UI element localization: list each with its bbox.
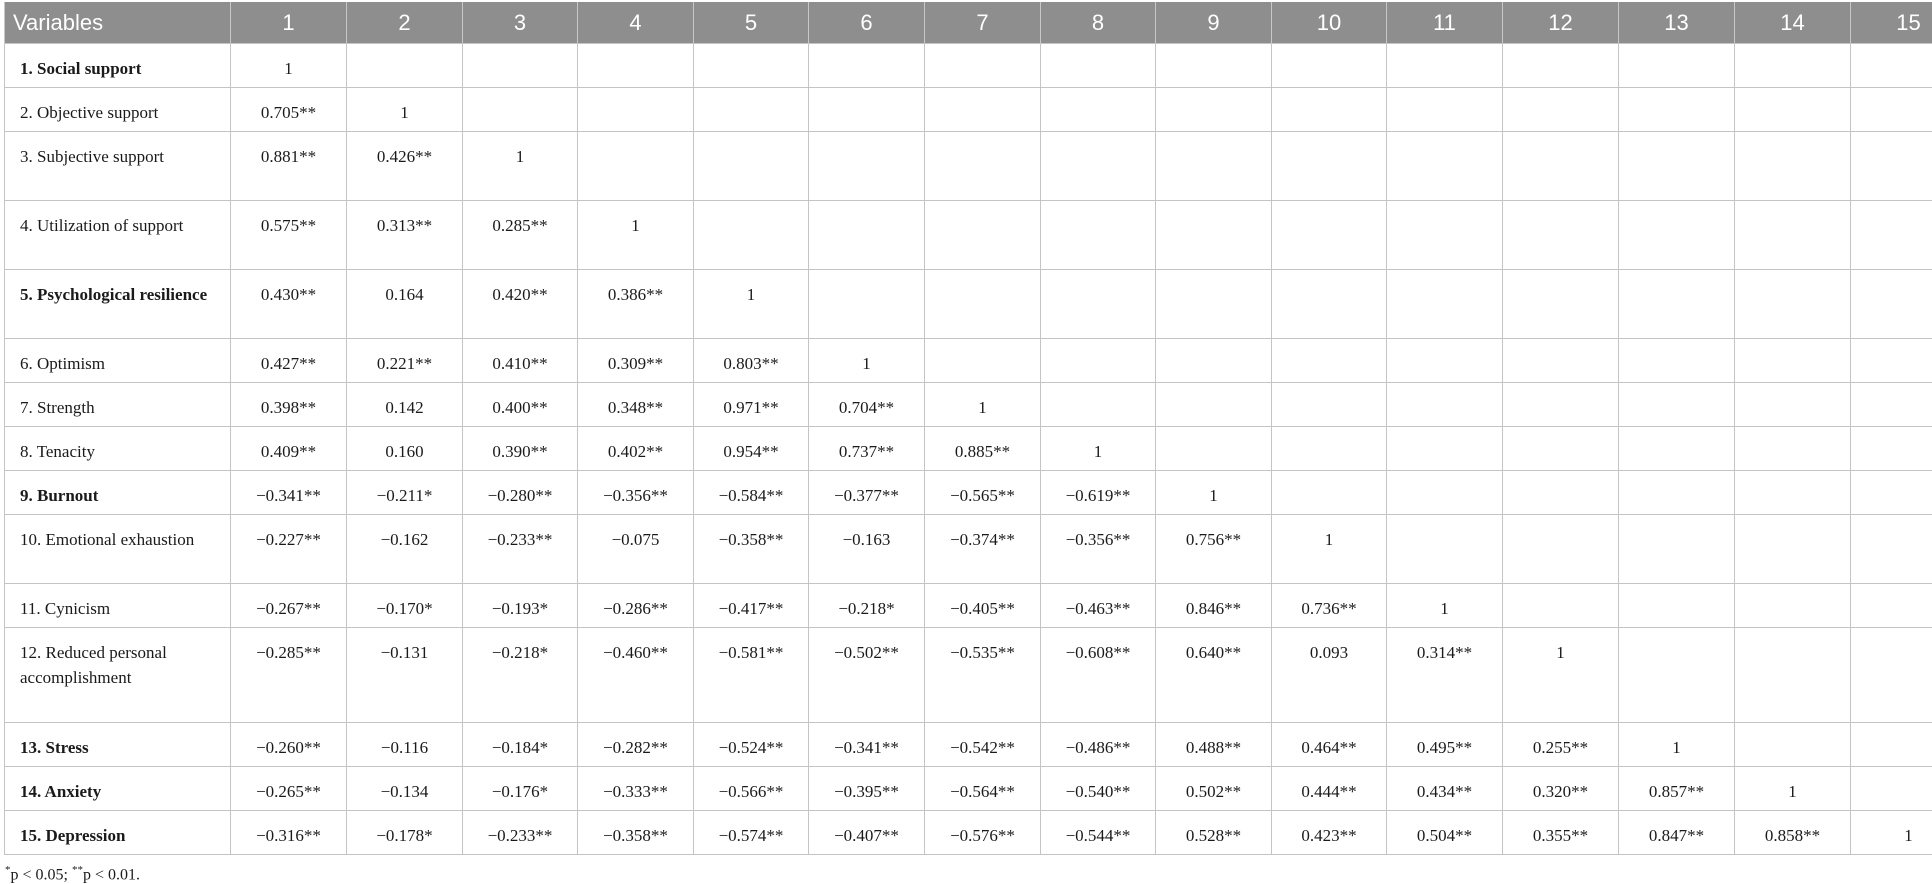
table-cell: −0.178*	[347, 811, 463, 855]
table-cell	[1503, 427, 1619, 471]
table-cell: 0.575**	[231, 201, 347, 270]
table-cell: −0.417**	[694, 584, 809, 628]
table-cell: −0.333**	[578, 767, 694, 811]
table-cell	[1851, 132, 1932, 201]
table-cell	[1735, 270, 1851, 339]
table-cell: −0.116	[347, 723, 463, 767]
table-cell	[1503, 44, 1619, 88]
table-cell: 0.309**	[578, 339, 694, 383]
table-cell: −0.184*	[463, 723, 578, 767]
table-cell: −0.564**	[925, 767, 1041, 811]
table-cell: 0.164	[347, 270, 463, 339]
table-cell	[1735, 723, 1851, 767]
table-cell	[694, 88, 809, 132]
header-col-5: 5	[694, 2, 809, 44]
table-cell	[1851, 723, 1932, 767]
table-cell	[1619, 383, 1735, 427]
table-cell	[1619, 339, 1735, 383]
table-cell: 1	[1503, 628, 1619, 723]
header-col-4: 4	[578, 2, 694, 44]
table-cell	[1851, 201, 1932, 270]
row-label: 12. Reduced personal accomplishment	[5, 628, 231, 723]
table-cell: 0.847**	[1619, 811, 1735, 855]
table-cell: −0.565**	[925, 471, 1041, 515]
table-cell: 1	[1156, 471, 1272, 515]
table-cell	[1387, 132, 1503, 201]
table-cell: 0.444**	[1272, 767, 1387, 811]
table-cell: 0.504**	[1387, 811, 1503, 855]
table-cell: −0.316**	[231, 811, 347, 855]
table-cell	[347, 44, 463, 88]
table-cell: 1	[1619, 723, 1735, 767]
table-cell: 0.736**	[1272, 584, 1387, 628]
table-cell	[1735, 132, 1851, 201]
table-cell	[1735, 628, 1851, 723]
table-cell: −0.374**	[925, 515, 1041, 584]
table-cell	[809, 270, 925, 339]
table-cell: 0.423**	[1272, 811, 1387, 855]
table-cell: 0.971**	[694, 383, 809, 427]
table-cell	[1851, 767, 1932, 811]
table-cell	[1272, 201, 1387, 270]
table-cell	[694, 132, 809, 201]
table-cell: 1	[694, 270, 809, 339]
table-cell	[1735, 201, 1851, 270]
table-cell: −0.233**	[463, 515, 578, 584]
table-cell: −0.486**	[1041, 723, 1156, 767]
table-cell: 0.313**	[347, 201, 463, 270]
table-cell	[1619, 132, 1735, 201]
table-cell: −0.280**	[463, 471, 578, 515]
table-cell	[1851, 427, 1932, 471]
table-cell	[1041, 270, 1156, 339]
table-cell: 0.386**	[578, 270, 694, 339]
table-cell	[809, 88, 925, 132]
table-cell	[1851, 584, 1932, 628]
table-cell: 0.881**	[231, 132, 347, 201]
table-row	[5, 628, 1932, 723]
table-cell: 1	[925, 383, 1041, 427]
table-cell	[1503, 584, 1619, 628]
table-cell: 0.885**	[925, 427, 1041, 471]
table-cell	[1619, 471, 1735, 515]
table-cell: −0.576**	[925, 811, 1041, 855]
table-cell: −0.260**	[231, 723, 347, 767]
table-cell: −0.170*	[347, 584, 463, 628]
table-cell	[1272, 88, 1387, 132]
table-cell: 0.314**	[1387, 628, 1503, 723]
table-row	[5, 515, 1932, 584]
header-col-14: 14	[1735, 2, 1851, 44]
table-row	[5, 427, 1932, 471]
table-cell: 0.420**	[463, 270, 578, 339]
table-cell	[578, 44, 694, 88]
correlation-table	[4, 2, 1932, 855]
table-cell	[1041, 339, 1156, 383]
row-label: 1. Social support	[5, 44, 231, 88]
table-cell: 0.803**	[694, 339, 809, 383]
table-cell: 0.495**	[1387, 723, 1503, 767]
table-cell: 0.756**	[1156, 515, 1272, 584]
table-row	[5, 723, 1932, 767]
row-label: 4. Utilization of support	[5, 201, 231, 270]
table-cell	[1851, 44, 1932, 88]
table-cell: −0.193*	[463, 584, 578, 628]
table-cell	[1735, 44, 1851, 88]
table-cell	[925, 132, 1041, 201]
table-cell: −0.131	[347, 628, 463, 723]
table-cell: 0.410**	[463, 339, 578, 383]
table-cell: −0.211*	[347, 471, 463, 515]
row-label: 2. Objective support	[5, 88, 231, 132]
table-cell: 1	[809, 339, 925, 383]
table-cell: −0.341**	[231, 471, 347, 515]
table-cell: −0.581**	[694, 628, 809, 723]
table-cell: 1	[1851, 811, 1932, 855]
table-cell	[1735, 339, 1851, 383]
table-cell	[809, 201, 925, 270]
table-cell: −0.377**	[809, 471, 925, 515]
table-cell: −0.544**	[1041, 811, 1156, 855]
table-cell	[925, 88, 1041, 132]
table-cell: 0.390**	[463, 427, 578, 471]
table-cell: −0.341**	[809, 723, 925, 767]
table-cell: 0.142	[347, 383, 463, 427]
table-cell	[1387, 515, 1503, 584]
table-cell: 0.704**	[809, 383, 925, 427]
table-cell: 0.430**	[231, 270, 347, 339]
table-cell: −0.285**	[231, 628, 347, 723]
table-cell	[1735, 88, 1851, 132]
table-cell	[1851, 471, 1932, 515]
table-cell: −0.584**	[694, 471, 809, 515]
table-footnote	[4, 864, 1930, 884]
table-cell: −0.176*	[463, 767, 578, 811]
table-cell: 0.846**	[1156, 584, 1272, 628]
table-cell	[1387, 44, 1503, 88]
table-cell	[1619, 427, 1735, 471]
table-cell	[1272, 383, 1387, 427]
table-cell	[1735, 584, 1851, 628]
table-cell: −0.075	[578, 515, 694, 584]
table-cell	[1503, 339, 1619, 383]
table-cell: −0.535**	[925, 628, 1041, 723]
table-cell	[1619, 628, 1735, 723]
table-cell: 0.640**	[1156, 628, 1272, 723]
table-cell	[1041, 132, 1156, 201]
table-cell	[463, 44, 578, 88]
table-cell	[925, 339, 1041, 383]
table-row	[5, 767, 1932, 811]
row-label: 14. Anxiety	[5, 767, 231, 811]
table-cell	[1156, 88, 1272, 132]
table-cell: −0.356**	[578, 471, 694, 515]
table-cell: −0.227**	[231, 515, 347, 584]
table-cell	[1387, 201, 1503, 270]
row-label: 5. Psychological resilience	[5, 270, 231, 339]
table-cell	[1619, 515, 1735, 584]
table-cell: 0.434**	[1387, 767, 1503, 811]
row-label: 8. Tenacity	[5, 427, 231, 471]
table-body	[5, 44, 1932, 855]
table-cell: 0.348**	[578, 383, 694, 427]
table-cell: 0.160	[347, 427, 463, 471]
table-cell: −0.218*	[463, 628, 578, 723]
table-cell	[463, 88, 578, 132]
table-cell	[925, 201, 1041, 270]
table-cell: 1	[463, 132, 578, 201]
table-cell: 1	[578, 201, 694, 270]
table-cell: 0.858**	[1735, 811, 1851, 855]
table-cell	[1503, 201, 1619, 270]
row-label: 6. Optimism	[5, 339, 231, 383]
table-header-row	[5, 2, 1932, 44]
table-row	[5, 584, 1932, 628]
table-cell: −0.502**	[809, 628, 925, 723]
header-col-9: 9	[1156, 2, 1272, 44]
row-label: 10. Emotional exhaustion	[5, 515, 231, 584]
table-cell	[1503, 270, 1619, 339]
table-cell	[1272, 44, 1387, 88]
table-cell: 0.502**	[1156, 767, 1272, 811]
table-cell	[578, 88, 694, 132]
table-cell	[1735, 471, 1851, 515]
table-row	[5, 201, 1932, 270]
table-cell	[1272, 339, 1387, 383]
table-row	[5, 270, 1932, 339]
header-col-11: 11	[1387, 2, 1503, 44]
table-row	[5, 339, 1932, 383]
table-cell: 0.427**	[231, 339, 347, 383]
table-cell: −0.265**	[231, 767, 347, 811]
table-cell	[1156, 383, 1272, 427]
table-cell	[1503, 515, 1619, 584]
table-cell: 0.705**	[231, 88, 347, 132]
table-cell: −0.395**	[809, 767, 925, 811]
table-cell	[1387, 471, 1503, 515]
table-cell: −0.608**	[1041, 628, 1156, 723]
table-cell: −0.405**	[925, 584, 1041, 628]
table-cell: 0.320**	[1503, 767, 1619, 811]
table-cell	[1272, 427, 1387, 471]
table-cell: −0.356**	[1041, 515, 1156, 584]
row-label: 9. Burnout	[5, 471, 231, 515]
table-cell: −0.463**	[1041, 584, 1156, 628]
table-cell: −0.218*	[809, 584, 925, 628]
table-cell	[1851, 339, 1932, 383]
table-cell: 1	[231, 44, 347, 88]
table-cell	[1503, 383, 1619, 427]
header-col-1: 1	[231, 2, 347, 44]
table-cell: −0.134	[347, 767, 463, 811]
table-cell	[1619, 44, 1735, 88]
table-cell	[694, 201, 809, 270]
table-cell: −0.282**	[578, 723, 694, 767]
header-col-12: 12	[1503, 2, 1619, 44]
table-cell	[1272, 270, 1387, 339]
table-cell	[1272, 132, 1387, 201]
row-label: 3. Subjective support	[5, 132, 231, 201]
header-col-2: 2	[347, 2, 463, 44]
footnote-sup-1: *	[5, 864, 11, 876]
table-cell	[925, 270, 1041, 339]
table-cell: −0.358**	[694, 515, 809, 584]
table-cell: −0.163	[809, 515, 925, 584]
table-cell	[1272, 471, 1387, 515]
table-cell	[1503, 88, 1619, 132]
table-cell: 0.093	[1272, 628, 1387, 723]
table-cell: −0.267**	[231, 584, 347, 628]
table-cell	[1503, 132, 1619, 201]
table-cell	[1619, 88, 1735, 132]
table-cell	[1156, 201, 1272, 270]
table-cell	[1735, 427, 1851, 471]
table-cell: 0.409**	[231, 427, 347, 471]
table-cell	[694, 44, 809, 88]
row-label: 11. Cynicism	[5, 584, 231, 628]
table-cell: 0.528**	[1156, 811, 1272, 855]
table-cell: −0.524**	[694, 723, 809, 767]
table-cell: 0.954**	[694, 427, 809, 471]
table-cell: 0.402**	[578, 427, 694, 471]
table-cell	[1387, 88, 1503, 132]
table-cell: 0.221**	[347, 339, 463, 383]
table-cell: −0.574**	[694, 811, 809, 855]
table-cell	[1156, 339, 1272, 383]
table-cell: −0.542**	[925, 723, 1041, 767]
table-row	[5, 132, 1932, 201]
table-row	[5, 44, 1932, 88]
table-cell: −0.460**	[578, 628, 694, 723]
table-cell: −0.358**	[578, 811, 694, 855]
table-cell	[1619, 270, 1735, 339]
table-cell	[1156, 132, 1272, 201]
table-cell	[1387, 427, 1503, 471]
correlation-table-container	[4, 2, 1930, 884]
table-cell	[1041, 88, 1156, 132]
table-cell	[1041, 44, 1156, 88]
table-cell: 1	[1041, 427, 1156, 471]
table-cell	[1156, 427, 1272, 471]
table-cell	[1156, 270, 1272, 339]
table-cell	[1735, 383, 1851, 427]
table-cell: 1	[1735, 767, 1851, 811]
table-cell: 1	[1387, 584, 1503, 628]
table-row	[5, 811, 1932, 855]
table-cell	[1619, 201, 1735, 270]
table-cell: 0.464**	[1272, 723, 1387, 767]
table-cell: −0.566**	[694, 767, 809, 811]
table-cell: 0.285**	[463, 201, 578, 270]
table-cell	[1851, 88, 1932, 132]
table-cell: 0.426**	[347, 132, 463, 201]
table-cell: 0.400**	[463, 383, 578, 427]
table-cell	[1503, 471, 1619, 515]
table-cell	[1851, 515, 1932, 584]
table-cell	[578, 132, 694, 201]
row-label: 13. Stress	[5, 723, 231, 767]
table-cell	[1387, 339, 1503, 383]
row-label: 7. Strength	[5, 383, 231, 427]
table-cell	[1387, 270, 1503, 339]
table-row	[5, 471, 1932, 515]
table-cell	[1387, 383, 1503, 427]
table-cell	[1851, 628, 1932, 723]
header-col-3: 3	[463, 2, 578, 44]
table-cell	[1156, 44, 1272, 88]
header-col-15: 15	[1851, 2, 1932, 44]
footnote-sup-2: **	[72, 864, 83, 876]
table-row	[5, 383, 1932, 427]
table-cell	[1619, 584, 1735, 628]
table-cell: 1	[347, 88, 463, 132]
table-cell: −0.619**	[1041, 471, 1156, 515]
table-cell: 1	[1272, 515, 1387, 584]
table-cell: 0.737**	[809, 427, 925, 471]
table-cell	[1041, 201, 1156, 270]
table-cell: −0.286**	[578, 584, 694, 628]
header-col-6: 6	[809, 2, 925, 44]
table-cell: −0.162	[347, 515, 463, 584]
header-col-7: 7	[925, 2, 1041, 44]
table-cell: −0.233**	[463, 811, 578, 855]
table-cell	[1041, 383, 1156, 427]
header-col-8: 8	[1041, 2, 1156, 44]
table-cell: 0.398**	[231, 383, 347, 427]
table-cell: 0.857**	[1619, 767, 1735, 811]
footnote-text-2: p < 0.01.	[83, 866, 140, 883]
header-variables: Variables	[5, 2, 231, 44]
table-cell	[809, 44, 925, 88]
footnote-text-1: p < 0.05;	[11, 866, 72, 883]
table-cell	[1851, 383, 1932, 427]
table-cell: 0.488**	[1156, 723, 1272, 767]
table-cell: 0.255**	[1503, 723, 1619, 767]
table-cell	[1735, 515, 1851, 584]
table-cell	[809, 132, 925, 201]
table-cell: 0.355**	[1503, 811, 1619, 855]
table-cell	[925, 44, 1041, 88]
header-col-10: 10	[1272, 2, 1387, 44]
table-cell: −0.407**	[809, 811, 925, 855]
table-cell	[1851, 270, 1932, 339]
table-cell: −0.540**	[1041, 767, 1156, 811]
row-label: 15. Depression	[5, 811, 231, 855]
table-row	[5, 88, 1932, 132]
header-col-13: 13	[1619, 2, 1735, 44]
